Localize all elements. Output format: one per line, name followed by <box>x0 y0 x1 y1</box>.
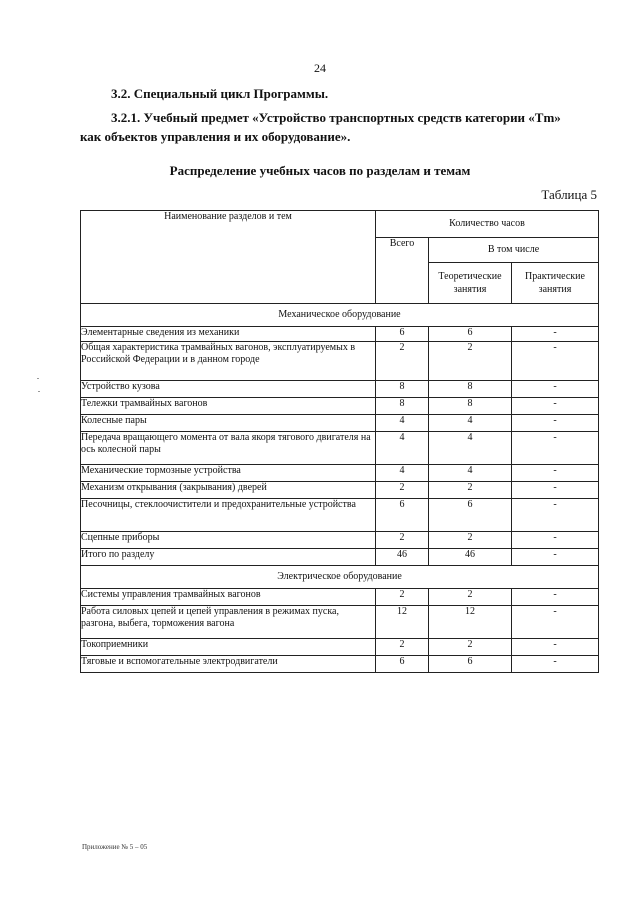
theory-hours-cell: 4 <box>429 432 512 465</box>
topic-name-cell: Механизм открывания (закрывания) дверей <box>81 482 376 499</box>
section-title: Механическое оборудование <box>81 304 599 327</box>
total-hours-cell: 8 <box>376 398 429 415</box>
practice-hours-cell: - <box>512 549 599 566</box>
topic-name-cell: Общая характеристика трамвайных вагонов, эксплуатируемых в Российской Федерации и в данном городе <box>81 342 376 381</box>
total-hours-cell: 6 <box>376 499 429 532</box>
table-body <box>81 304 599 673</box>
total-hours-cell: 4 <box>376 465 429 482</box>
table-row <box>81 532 599 549</box>
topic-name-cell: Передача вращающего момента от вала якоря тягового двигателя на ось колесной пары <box>81 432 376 465</box>
theory-hours-cell: 4 <box>429 415 512 432</box>
theory-hours-cell: 2 <box>429 342 512 381</box>
practice-hours-cell: - <box>512 589 599 606</box>
theory-hours-cell: 4 <box>429 465 512 482</box>
distribution-heading: Распределение учебных часов по разделам и темам <box>169 163 471 178</box>
table-row <box>81 639 599 656</box>
table-row <box>81 432 599 465</box>
practice-hours-cell: - <box>512 499 599 532</box>
practice-hours-cell: - <box>512 465 599 482</box>
topic-name-cell: Устройство кузова <box>81 381 376 398</box>
total-hours-cell: 12 <box>376 606 429 639</box>
theory-hours-cell: 8 <box>429 398 512 415</box>
practice-hours-cell: - <box>512 606 599 639</box>
practice-hours-cell: - <box>512 415 599 432</box>
table-row <box>81 415 599 432</box>
topic-name-cell: Системы управления трамвайных вагонов <box>81 589 376 606</box>
section-title: Электрическое оборудование <box>81 566 599 589</box>
topic-name-cell: Колесные пары <box>81 415 376 432</box>
section-heading: 3.2. Специальный цикл Программы. <box>111 86 329 101</box>
column-header-including: В том числе <box>429 238 599 263</box>
practice-hours-cell: - <box>512 482 599 499</box>
column-header-name: Наименование разделов и тем <box>81 211 376 304</box>
table-row <box>81 398 599 415</box>
theory-hours-cell: 8 <box>429 381 512 398</box>
total-hours-cell: 8 <box>376 381 429 398</box>
practice-hours-cell: - <box>512 381 599 398</box>
column-header-count: Количество часов <box>376 211 599 238</box>
page-number: 24 <box>314 61 326 75</box>
topic-name-cell: Элементарные сведения из механики <box>81 327 376 342</box>
theory-hours-cell: 2 <box>429 589 512 606</box>
practice-hours-cell: - <box>512 656 599 673</box>
table-row <box>81 589 599 606</box>
table-row <box>81 482 599 499</box>
table-row <box>81 549 599 566</box>
practice-hours-cell: - <box>512 432 599 465</box>
section-row <box>81 304 599 327</box>
practice-hours-cell: - <box>512 639 599 656</box>
footer-note: Приложение № 5 – 05 <box>82 843 148 851</box>
practice-hours-cell: - <box>512 532 599 549</box>
topic-name-cell: Токоприемники <box>81 639 376 656</box>
practice-hours-cell: - <box>512 398 599 415</box>
topic-name-cell: Механические тормозные устройства <box>81 465 376 482</box>
total-hours-cell: 2 <box>376 482 429 499</box>
table-label: Таблица 5 <box>541 187 597 202</box>
total-hours-cell: 2 <box>376 589 429 606</box>
practice-hours-cell: - <box>512 327 599 342</box>
column-header-total: Всего <box>376 238 429 304</box>
hours-table <box>80 210 599 673</box>
topic-name-cell: Тележки трамвайных вагонов <box>81 398 376 415</box>
total-hours-cell: 4 <box>376 415 429 432</box>
table-row <box>81 465 599 482</box>
total-hours-cell: 6 <box>376 327 429 342</box>
theory-hours-cell: 6 <box>429 327 512 342</box>
topic-name-cell: Песочницы, стеклоочистители и предохранительные устройства <box>81 499 376 532</box>
table-row <box>81 381 599 398</box>
theory-hours-cell: 46 <box>429 549 512 566</box>
column-header-theory: Теоретические занятия <box>429 263 512 304</box>
table-head <box>81 211 599 304</box>
section-row <box>81 566 599 589</box>
total-hours-cell: 4 <box>376 432 429 465</box>
column-header-practice: Практические занятия <box>512 263 599 304</box>
topic-name-cell: Работа силовых цепей и цепей управления в режимах пуска, разгона, выбега, торможения вагона <box>81 606 376 639</box>
total-hours-cell: 2 <box>376 639 429 656</box>
theory-hours-cell: 12 <box>429 606 512 639</box>
topic-name-cell: Итого по разделу <box>81 549 376 566</box>
total-hours-cell: 2 <box>376 532 429 549</box>
total-hours-cell: 2 <box>376 342 429 381</box>
table-row <box>81 499 599 532</box>
theory-hours-cell: 6 <box>429 656 512 673</box>
scan-artifact <box>37 378 39 379</box>
theory-hours-cell: 2 <box>429 639 512 656</box>
total-hours-cell: 46 <box>376 549 429 566</box>
scan-artifact <box>38 391 40 392</box>
table-row <box>81 327 599 342</box>
table-row <box>81 342 599 381</box>
topic-name-cell: Сцепные приборы <box>81 532 376 549</box>
topic-name-cell: Тяговые и вспомогательные электродвигатели <box>81 656 376 673</box>
theory-hours-cell: 6 <box>429 499 512 532</box>
total-hours-cell: 6 <box>376 656 429 673</box>
practice-hours-cell: - <box>512 342 599 381</box>
subject-heading: 3.2.1. Учебный предмет «Устройство транспортных средств категории «Tm» как объектов управления и их оборудование». <box>80 110 561 144</box>
table-row <box>81 606 599 639</box>
theory-hours-cell: 2 <box>429 532 512 549</box>
theory-hours-cell: 2 <box>429 482 512 499</box>
table-row <box>81 656 599 673</box>
